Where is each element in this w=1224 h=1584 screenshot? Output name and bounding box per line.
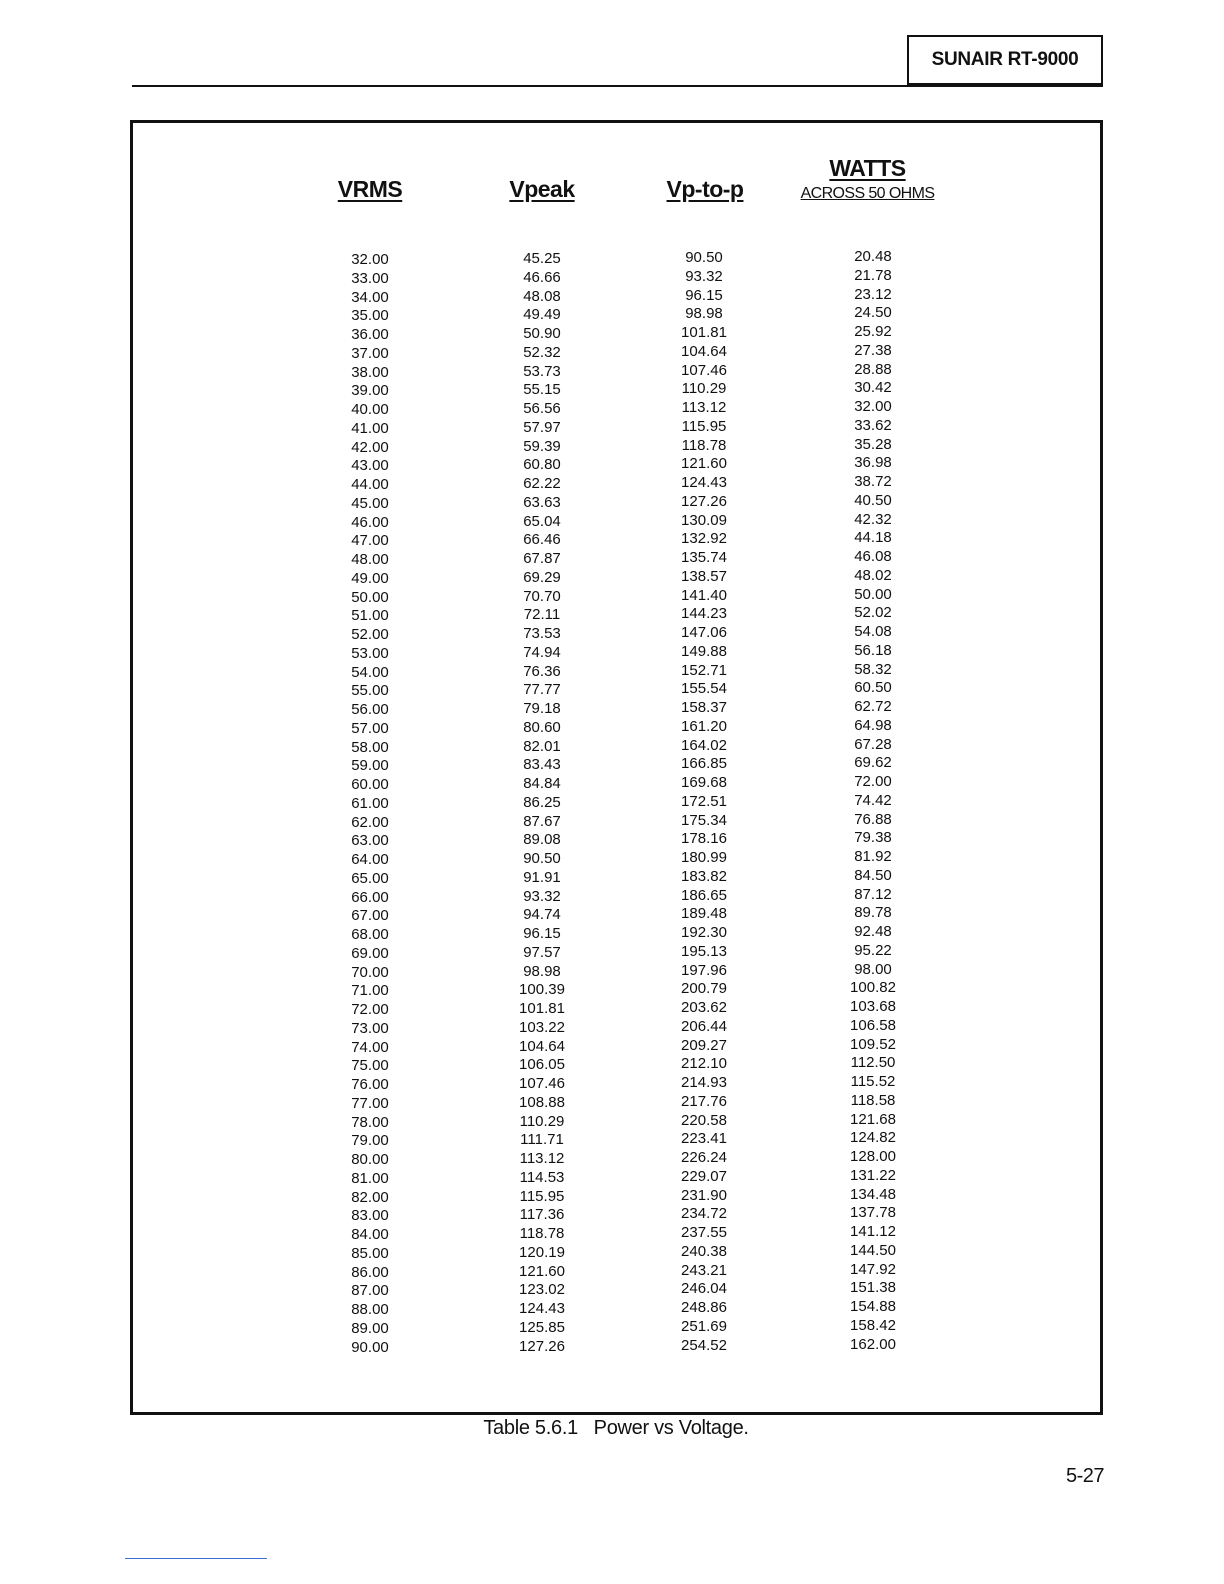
table-cell: 60.00 [351, 776, 389, 793]
table-cell: 86.25 [523, 793, 561, 811]
table-cell: 67.28 [854, 735, 892, 753]
table-cell: 72.00 [854, 773, 892, 790]
table-cell: 87.67 [523, 812, 561, 830]
table-cell: 62.00 [351, 813, 389, 831]
table-cell: 124.43 [519, 1300, 565, 1317]
table-cell: 220.58 [681, 1111, 727, 1129]
table-cell: 74.94 [523, 643, 561, 661]
table-cell: 80.00 [351, 1151, 389, 1168]
table-cell: 35.00 [351, 307, 389, 325]
table-cell: 32.00 [351, 251, 389, 268]
table-cell: 77.77 [523, 681, 561, 699]
table-cell: 32.00 [854, 398, 892, 415]
table-cell: 82.00 [351, 1188, 389, 1206]
table-cell: 70.70 [523, 587, 561, 605]
table-cell: 98.98 [523, 962, 561, 980]
table-cell: 57.00 [351, 719, 389, 737]
table-cell: 118.58 [850, 1091, 896, 1109]
table-cell: 110.29 [519, 1112, 565, 1130]
page-number: 5-27 [1065, 1465, 1104, 1487]
table-cell: 76.36 [523, 662, 561, 680]
column-watts [803, 248, 943, 1354]
table-cell: 248.86 [681, 1299, 727, 1316]
table-cell: 124.43 [681, 474, 727, 491]
table-cell: 63.00 [351, 832, 389, 850]
table-cell: 147.92 [850, 1260, 896, 1278]
table-cell: 115.52 [850, 1073, 896, 1090]
table-cell: 60.80 [523, 456, 561, 474]
table-cell: 62.22 [523, 475, 561, 492]
table-cell: 121.60 [519, 1262, 565, 1280]
table-cell: 91.91 [523, 868, 561, 886]
table-cell: 89.78 [854, 904, 892, 922]
table-cell: 38.00 [351, 363, 389, 381]
table-cell: 114.53 [519, 1168, 565, 1186]
table-cell: 112.50 [850, 1054, 896, 1072]
table-cell: 56.56 [523, 400, 561, 417]
table-cell: 106.05 [519, 1056, 565, 1074]
table-cell: 67.87 [523, 550, 561, 567]
table-cell: 189.48 [681, 905, 727, 923]
table-cell: 186.65 [681, 886, 727, 904]
table-cell: 66.46 [523, 531, 561, 549]
table-caption: Table 5.6.1 Power vs Voltage. [483, 1417, 749, 1439]
table-cell: 95.22 [854, 941, 892, 959]
table-cell: 73.00 [351, 1019, 389, 1037]
table-cell: 93.32 [523, 887, 561, 905]
table-cell: 67.00 [351, 907, 389, 925]
column-vrms [300, 251, 440, 1357]
table-cell: 25.92 [854, 323, 892, 340]
table-cell: 83.00 [351, 1207, 389, 1225]
table-cell: 127.26 [681, 492, 727, 510]
table-cell: 138.57 [681, 567, 727, 585]
table-cell: 42.32 [854, 510, 892, 528]
table-cell: 68.00 [351, 926, 389, 943]
table-cell: 57.97 [523, 418, 561, 436]
table-cell: 69.00 [351, 944, 389, 962]
table-cell: 108.88 [519, 1093, 565, 1111]
table-cell: 180.99 [681, 849, 727, 866]
table-cell: 49.49 [523, 306, 561, 324]
table-cell: 97.57 [523, 943, 561, 961]
document-brand-label: SUNAIR RT-9000 [907, 35, 1103, 85]
table-cell: 46.08 [854, 548, 892, 565]
table-cell: 231.90 [681, 1186, 727, 1204]
table-cell: 101.81 [519, 1000, 565, 1017]
table-cell: 86.00 [351, 1263, 389, 1281]
table-cell: 113.12 [519, 1150, 565, 1167]
table-cell: 44.00 [351, 476, 389, 493]
table-cell: 23.12 [854, 285, 892, 303]
table-cell: 80.60 [523, 718, 561, 736]
table-cell: 109.52 [850, 1035, 896, 1053]
table-cell: 33.62 [854, 416, 892, 434]
table-cell: 88.00 [351, 1301, 389, 1318]
table-cell: 214.93 [681, 1074, 727, 1091]
column-header-watts: WATTS [829, 155, 906, 181]
table-cell: 45.00 [351, 494, 389, 512]
column-header-vpeak: Vpeak [509, 176, 575, 202]
table-cell: 100.39 [519, 981, 565, 999]
table-cell: 89.08 [523, 831, 561, 849]
table-cell: 36.98 [854, 454, 892, 472]
table-cell: 200.79 [681, 980, 727, 998]
table-cell: 30.42 [854, 379, 892, 397]
table-cell: 251.69 [681, 1317, 727, 1335]
table-cell: 89.00 [351, 1319, 389, 1337]
table-cell: 48.02 [854, 566, 892, 584]
table-cell: 83.43 [523, 756, 561, 774]
table-cell: 61.00 [351, 794, 389, 812]
table-cell: 82.01 [523, 737, 561, 755]
table-cell: 144.23 [681, 605, 727, 623]
table-cell: 76.88 [854, 810, 892, 828]
table-cell: 84.50 [854, 866, 892, 884]
table-cell: 50.90 [523, 325, 561, 342]
table-cell: 166.85 [681, 755, 727, 773]
table-cell: 65.04 [523, 512, 561, 530]
table-cell: 51.00 [351, 607, 389, 625]
table-cell: 81.00 [351, 1169, 389, 1187]
table-cell: 192.30 [681, 924, 727, 941]
table-cell: 234.72 [681, 1205, 727, 1223]
table-cell: 76.00 [351, 1076, 389, 1093]
table-cell: 100.82 [850, 979, 896, 997]
table-cell: 33.00 [351, 269, 389, 287]
table-cell: 164.02 [681, 736, 727, 754]
table-cell: 121.60 [681, 455, 727, 473]
table-cell: 79.38 [854, 829, 892, 847]
table-cell: 59.39 [523, 437, 561, 455]
table-cell: 130.09 [681, 511, 727, 529]
table-cell: 226.24 [681, 1149, 727, 1166]
table-cell: 41.00 [351, 419, 389, 437]
table-cell: 63.63 [523, 493, 561, 511]
table-cell: 64.98 [854, 716, 892, 734]
table-cell: 87.12 [854, 885, 892, 903]
table-cell: 94.74 [523, 906, 561, 924]
table-cell: 20.48 [854, 248, 892, 265]
table-cell: 149.88 [681, 642, 727, 660]
table-cell: 151.38 [850, 1279, 896, 1297]
table-cell: 98.00 [854, 960, 892, 978]
table-cell: 38.72 [854, 473, 892, 490]
table-cell: 113.12 [681, 399, 727, 416]
table-cell: 36.00 [351, 326, 389, 343]
table-cell: 40.50 [854, 491, 892, 509]
table-cell: 93.32 [685, 267, 723, 285]
table-cell: 144.50 [850, 1241, 896, 1259]
column-vp-to-p [634, 249, 774, 1355]
table-cell: 72.00 [351, 1001, 389, 1018]
table-cell: 60.50 [854, 679, 892, 697]
table-cell: 48.08 [523, 287, 561, 305]
table-cell: 158.42 [850, 1316, 896, 1334]
table-cell: 183.82 [681, 867, 727, 885]
table-cell: 52.00 [351, 626, 389, 643]
table-cell: 178.16 [681, 830, 727, 848]
table-cell: 120.19 [519, 1243, 565, 1261]
table-cell: 131.22 [850, 1166, 896, 1184]
table-cell: 53.73 [523, 362, 561, 380]
table-cell: 121.68 [850, 1110, 896, 1128]
table-cell: 110.29 [681, 380, 727, 398]
header-rule [132, 85, 1103, 87]
table-cell: 92.48 [854, 923, 892, 940]
table-cell: 73.53 [523, 625, 561, 642]
table-cell: 43.00 [351, 457, 389, 475]
footer-rule [125, 1558, 267, 1559]
table-cell: 58.00 [351, 738, 389, 756]
table-cell: 103.22 [519, 1018, 565, 1036]
table-cell: 118.78 [519, 1225, 565, 1242]
table-cell: 49.00 [351, 569, 389, 587]
table-cell: 125.85 [519, 1318, 565, 1336]
table-cell: 55.00 [351, 682, 389, 700]
table-cell: 84.84 [523, 775, 561, 792]
table-cell: 52.32 [523, 343, 561, 361]
column-header-vrms: VRMS [337, 176, 403, 202]
table-cell: 27.38 [854, 341, 892, 359]
table-cell: 152.71 [681, 661, 727, 679]
table-cell: 106.58 [850, 1016, 896, 1034]
table-cell: 101.81 [681, 324, 727, 341]
table-cell: 237.55 [681, 1224, 727, 1241]
table-cell: 52.02 [854, 604, 892, 622]
table-cell: 229.07 [681, 1167, 727, 1185]
table-cell: 77.00 [351, 1094, 389, 1112]
table-cell: 127.26 [519, 1337, 565, 1355]
table-cell: 134.48 [850, 1185, 896, 1203]
table-cell: 53.00 [351, 644, 389, 662]
table-cell: 111.71 [520, 1131, 564, 1149]
table-cell: 35.28 [854, 435, 892, 453]
table-cell: 223.41 [681, 1130, 727, 1148]
table-frame [130, 120, 1103, 1415]
table-cell: 197.96 [681, 961, 727, 979]
table-cell: 115.95 [519, 1187, 565, 1205]
table-cell: 169.68 [681, 774, 727, 791]
table-cell: 74.00 [351, 1038, 389, 1056]
table-cell: 107.46 [519, 1075, 565, 1092]
table-cell: 158.37 [681, 699, 727, 716]
table-cell: 172.51 [681, 792, 727, 810]
table-cell: 65.00 [351, 869, 389, 887]
table-cell: 246.04 [681, 1280, 727, 1298]
table-cell: 209.27 [681, 1036, 727, 1054]
table-cell: 104.64 [519, 1037, 565, 1055]
table-cell: 135.74 [681, 549, 727, 566]
table-cell: 115.95 [681, 417, 727, 435]
table-cell: 21.78 [854, 266, 892, 284]
table-cell: 203.62 [681, 999, 727, 1016]
table-cell: 84.00 [351, 1226, 389, 1243]
table-cell: 141.12 [850, 1223, 896, 1240]
table-cell: 40.00 [351, 401, 389, 418]
table-cell: 44.18 [854, 529, 892, 547]
table-cell: 141.40 [681, 586, 727, 604]
table-cell: 54.00 [351, 663, 389, 681]
column-subheader-watts: ACROSS 50 OHMS [800, 185, 935, 202]
table-cell: 79.18 [523, 700, 561, 717]
table-cell: 50.00 [351, 588, 389, 606]
table-cell: 45.25 [523, 250, 561, 267]
table-cell: 147.06 [681, 624, 727, 641]
table-cell: 90.50 [685, 249, 723, 266]
table-cell: 37.00 [351, 344, 389, 362]
table-cell: 46.66 [523, 268, 561, 286]
table-cell: 72.11 [523, 606, 561, 624]
table-cell: 155.54 [681, 680, 727, 698]
table-cell: 58.32 [854, 660, 892, 678]
table-cell: 123.02 [519, 1281, 565, 1299]
table-cell: 85.00 [351, 1244, 389, 1262]
table-cell: 117.36 [519, 1206, 565, 1224]
table-cell: 39.00 [351, 382, 389, 400]
table-cell: 195.13 [681, 942, 727, 960]
table-cell: 90.50 [523, 850, 561, 867]
table-cell: 69.62 [854, 754, 892, 772]
table-cell: 74.42 [854, 791, 892, 809]
table-cell: 66.00 [351, 888, 389, 906]
table-cell: 98.98 [685, 305, 723, 323]
table-cell: 47.00 [351, 532, 389, 550]
table-cell: 87.00 [351, 1282, 389, 1300]
table-cell: 96.15 [523, 925, 561, 942]
table-cell: 162.00 [850, 1335, 896, 1353]
table-cell: 217.76 [681, 1092, 727, 1110]
table-cell: 132.92 [681, 530, 727, 548]
table-cell: 54.08 [854, 623, 892, 640]
table-cell: 243.21 [681, 1261, 727, 1279]
table-cell: 78.00 [351, 1113, 389, 1131]
table-cell: 56.18 [854, 641, 892, 659]
table-cell: 34.00 [351, 288, 389, 306]
table-cell: 90.00 [351, 1338, 389, 1356]
table-cell: 71.00 [351, 982, 389, 1000]
table-cell: 254.52 [681, 1336, 727, 1354]
table-cell: 240.38 [681, 1242, 727, 1260]
table-cell: 28.88 [854, 360, 892, 378]
table-cell: 69.29 [523, 568, 561, 586]
table-cell: 128.00 [850, 1148, 896, 1165]
table-cell: 96.15 [685, 286, 723, 304]
table-cell: 70.00 [351, 963, 389, 981]
table-cell: 104.64 [681, 342, 727, 360]
table-cell: 42.00 [351, 438, 389, 456]
table-cell: 79.00 [351, 1132, 389, 1150]
column-header-vp-to-p: Vp-to-p [666, 176, 744, 202]
table-cell: 59.00 [351, 757, 389, 775]
table-cell: 24.50 [854, 304, 892, 322]
table-cell: 75.00 [351, 1057, 389, 1075]
table-cell: 154.88 [850, 1298, 896, 1315]
table-cell: 55.15 [523, 381, 561, 399]
table-cell: 103.68 [850, 998, 896, 1015]
table-cell: 64.00 [351, 851, 389, 868]
column-vpeak [472, 250, 612, 1356]
table-cell: 107.46 [681, 361, 727, 379]
table-cell: 212.10 [681, 1055, 727, 1073]
table-cell: 62.72 [854, 698, 892, 715]
table-cell: 46.00 [351, 513, 389, 531]
table-cell: 206.44 [681, 1017, 727, 1035]
table-cell: 56.00 [351, 701, 389, 718]
table-cell: 81.92 [854, 848, 892, 865]
table-cell: 124.82 [850, 1129, 896, 1147]
table-cell: 118.78 [681, 436, 727, 454]
table-cell: 175.34 [681, 811, 727, 829]
table-cell: 50.00 [854, 585, 892, 603]
table-cell: 161.20 [681, 717, 727, 735]
table-cell: 48.00 [351, 551, 389, 568]
table-cell: 137.78 [850, 1204, 896, 1222]
